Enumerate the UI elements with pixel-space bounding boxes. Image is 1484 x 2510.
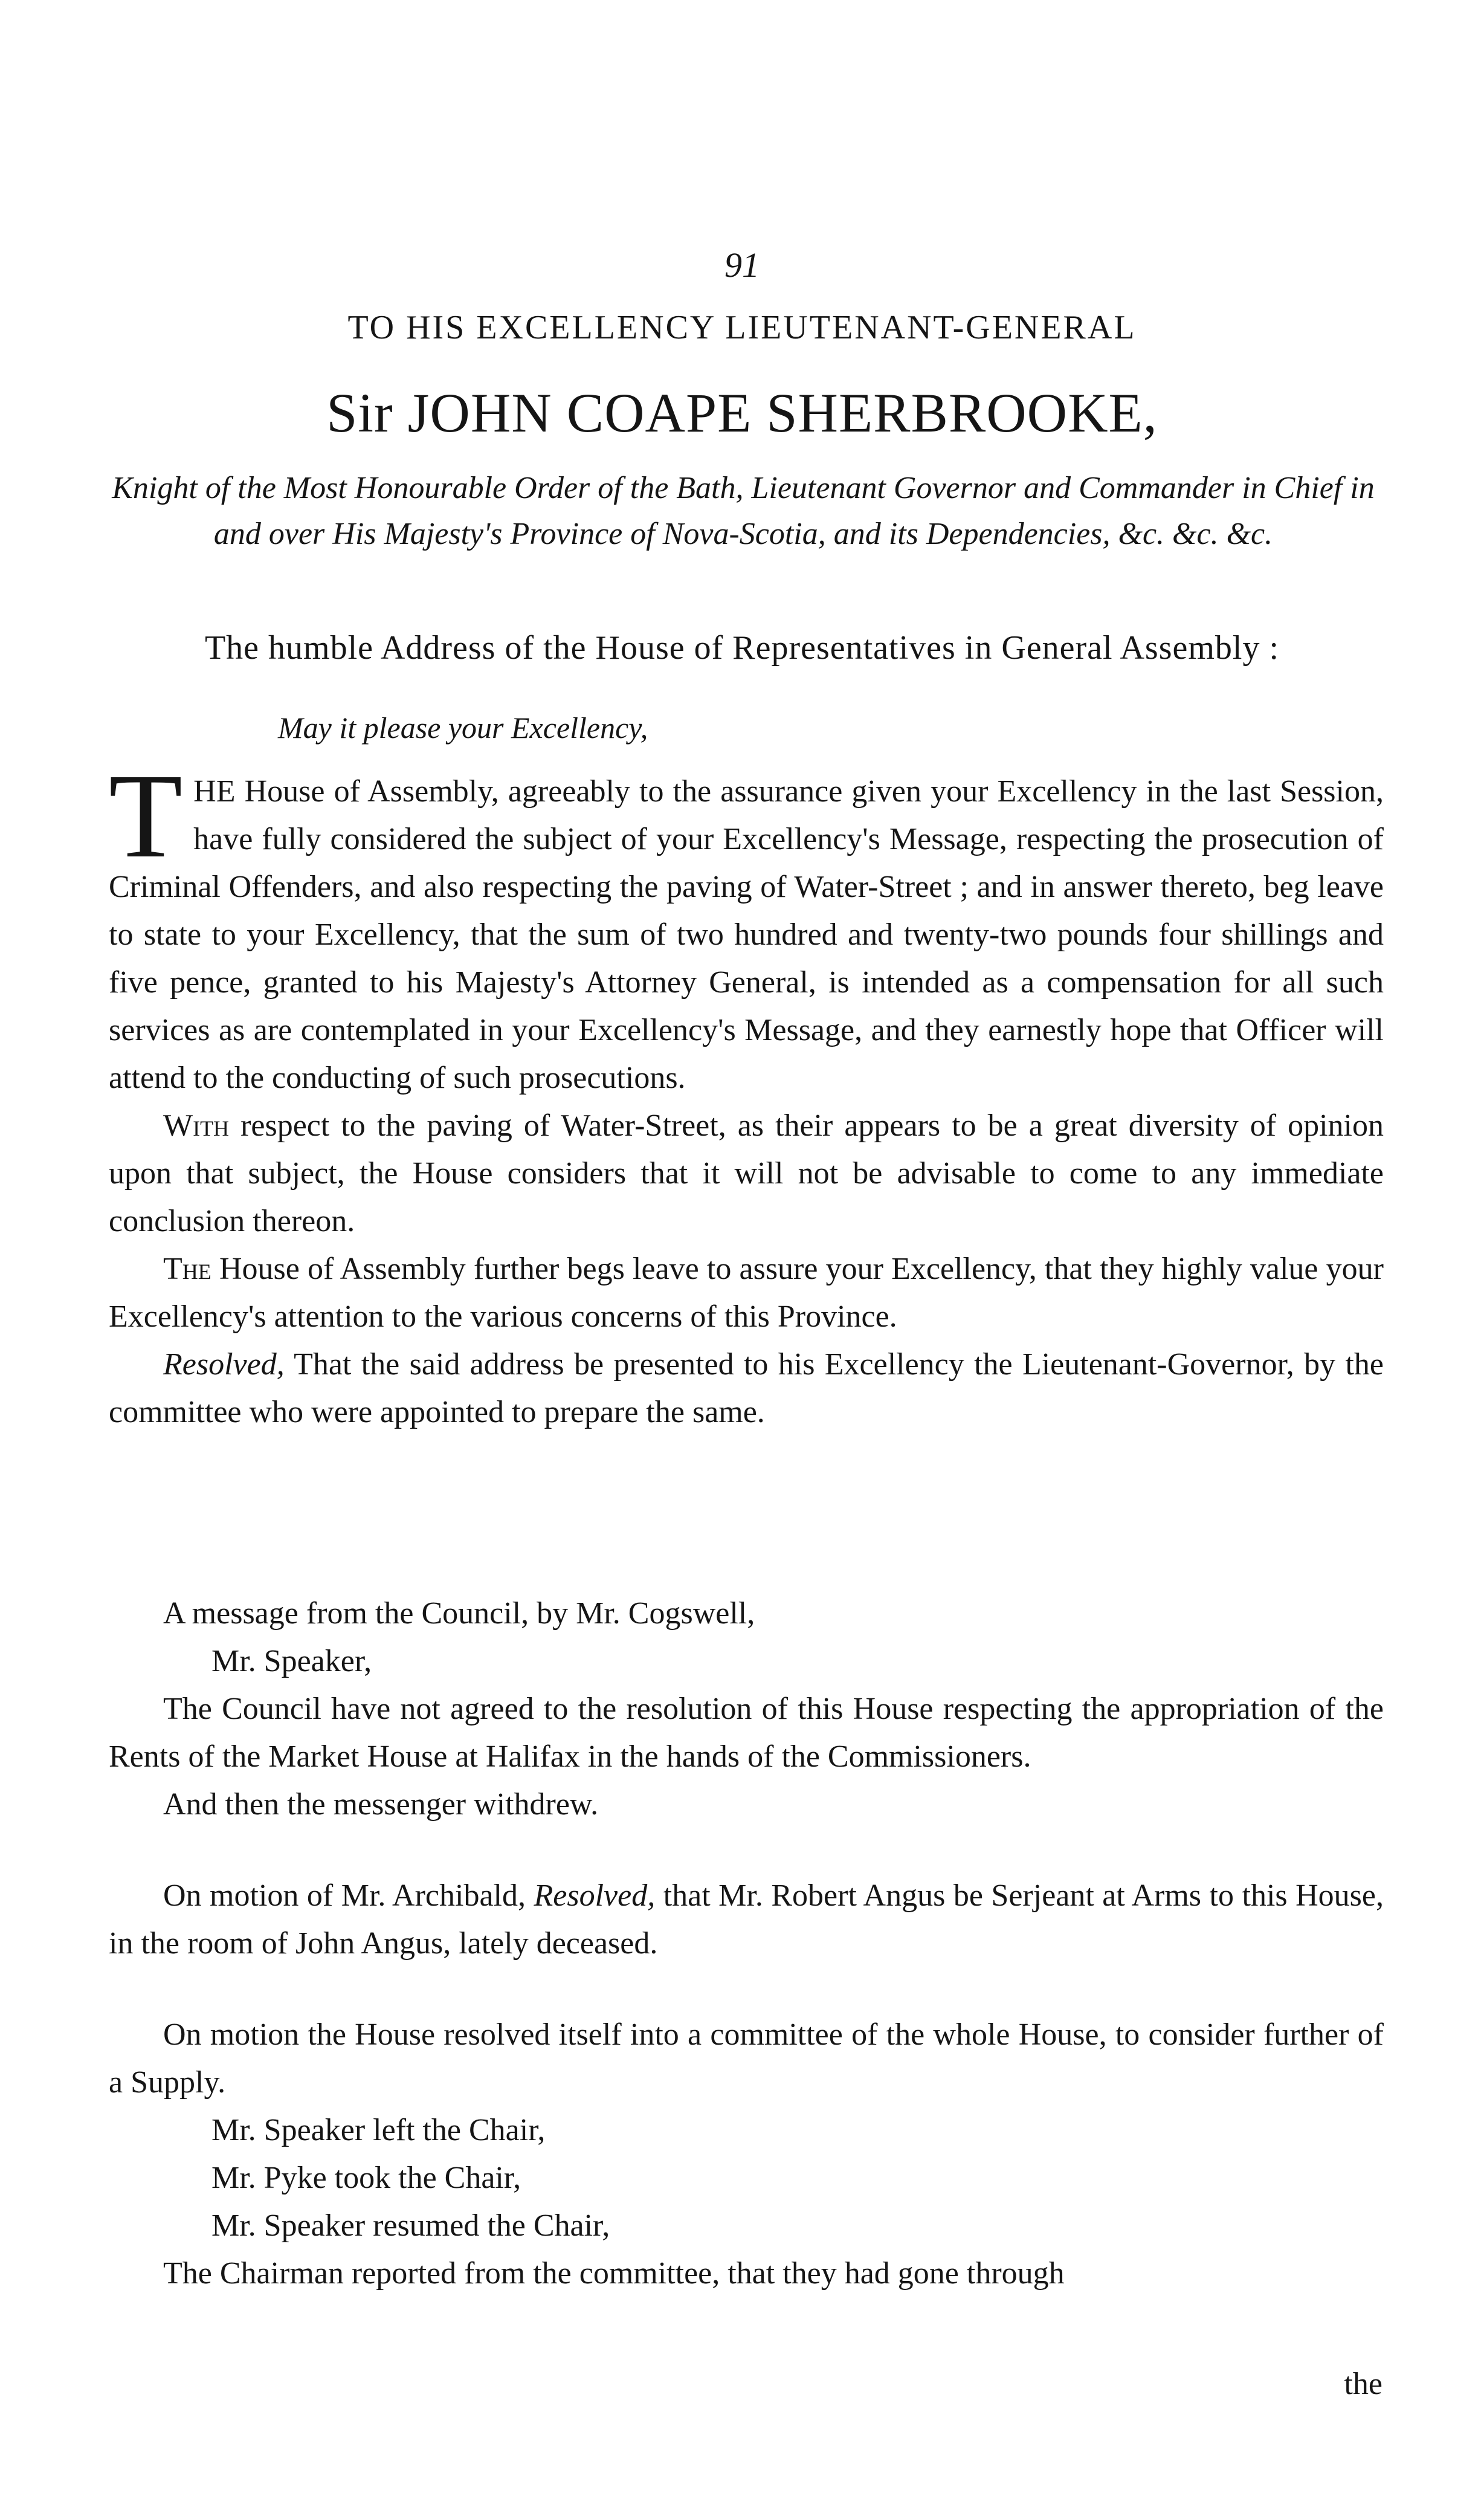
council-message-body: The Council have not agreed to the resolution of this House respecting the appropriation of the Rents of the Market House at Halifax in the hands of the Commissioners. xyxy=(109,1692,1384,1774)
address-body xyxy=(109,749,1384,1436)
salutation: May it please your Excellency, xyxy=(278,711,648,745)
serjeant-resolution: On motion of Mr. Archibald, Resolved, that Mr. Robert Angus be Serjeant at Arms to this House, in the room of John Angus, lately deceased. xyxy=(109,1878,1384,1961)
address-heading-line1: TO HIS EXCELLENCY LIEUTENANT-GENERAL xyxy=(347,309,1137,346)
supply-motion: On motion the House resolved itself into a committee of the whole House, to consider further of a Supply. xyxy=(109,2017,1384,2100)
council-message-intro: A message from the Council, by Mr. Cogswell, xyxy=(163,1596,755,1631)
pyke-took-chair: Mr. Pyke took the Chair, xyxy=(211,2161,521,2195)
page-number: 91 xyxy=(724,245,760,285)
address-heading-name: Sir JOHN COAPE SHERBROOKE, xyxy=(326,382,1158,444)
address-paragraph-2: With respect to the paving of Water-Street, as their appears to be a great diversity of opinion upon that subject, the House considers that it will not be advisable to come to any immediate conclusion thereon. xyxy=(109,1108,1384,1238)
address-paragraph-4: Resolved, That the said address be presented to his Excellency the Lieutenant-Governor, by the committee who were appointed to prepare the same. xyxy=(109,1347,1384,1429)
messenger-withdrew: And then the messenger withdrew. xyxy=(163,1787,599,1822)
governor-titles: Knight of the Most Honourable Order of the Bath, Lieutenant Governor and Commander in Chief in and over His Majesty's Province of Nova-Scotia, and its Dependencies, &c. &c. &c. xyxy=(112,471,1375,551)
drop-cap: T xyxy=(109,749,183,883)
chairman-report: The Chairman reported from the committee, that they had gone through xyxy=(163,2256,1065,2291)
address-paragraph-1: THE House of Assembly, agreeably to the assurance given your Excellency in the last Session, have fully considered the subject of your Excellency's Message, respecting the prosecution of Criminal Offenders, and also respecting the paving of Water-Street ; and in answer thereto, beg leave to state to your Excellency, that the sum of two hundred and twenty-two pounds four shillings and five pence, granted to his Majesty's Attorney General, is intended as a compensation for all such services as are contemplated in your Excellency's Message, and they earnestly hope that Officer will attend to the conducting of such prosecutions. xyxy=(109,749,1384,1095)
speaker-resumed-chair: Mr. Speaker resumed the Chair, xyxy=(211,2208,610,2243)
council-message-addressee: Mr. Speaker, xyxy=(211,1644,372,1678)
address-paragraph-3: The House of Assembly further begs leave to assure your Excellency, that they highly value your Excellency's attention to the various concerns of this Province. xyxy=(109,1252,1384,1334)
council-message xyxy=(109,1590,1384,2297)
humble-address-heading: The humble Address of the House of Representatives in General Assembly : xyxy=(204,629,1280,667)
catchword: the xyxy=(1344,2367,1382,2401)
speaker-left-chair: Mr. Speaker left the Chair, xyxy=(211,2113,546,2147)
